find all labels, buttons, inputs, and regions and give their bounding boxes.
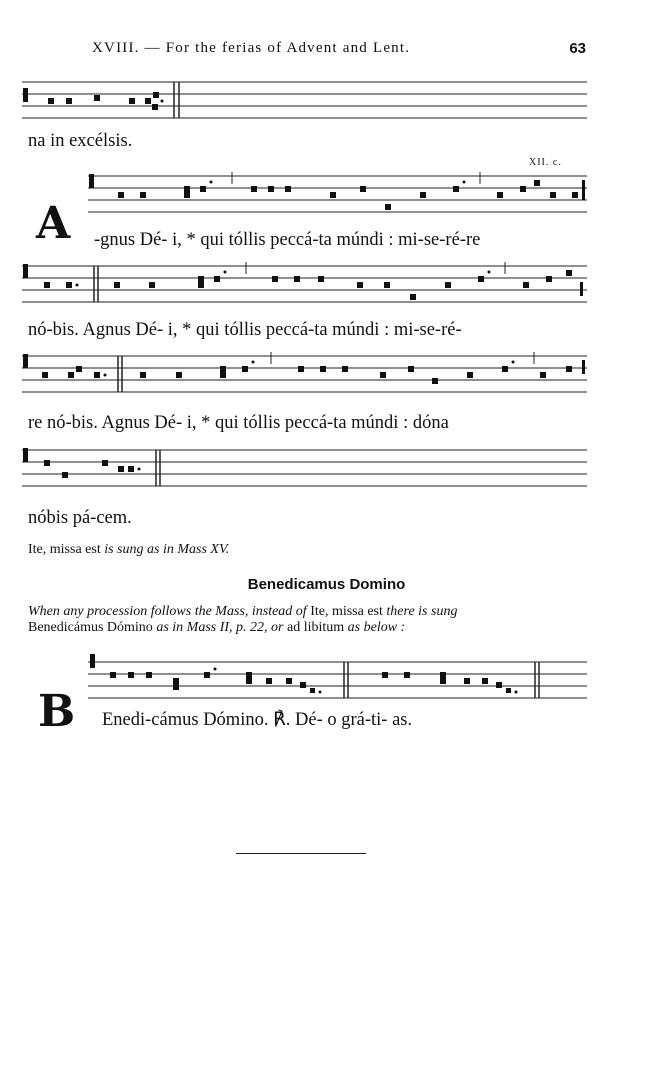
staff-5 [22, 446, 587, 492]
staff-6 [88, 652, 587, 702]
page-number: 63 [569, 40, 586, 57]
neume [152, 104, 158, 110]
instr-part-5: as in Mass II, p. 22, or [152, 620, 287, 635]
lyrics-line-4: re nó-bis. Agnus Dé- i, * qui tóllis peccá-ta múndi : dóna [28, 413, 449, 433]
end-rule [236, 853, 366, 854]
instr-part-3: there is sung [382, 604, 458, 619]
lyrics-line-3: nó-bis. Agnus Dé- i, * qui tóllis peccá-ta múndi : mi-se-ré- [28, 320, 462, 340]
mode-indicator: XII. c. [529, 157, 562, 168]
drop-cap-a: A [36, 198, 71, 249]
instruction-text [28, 604, 588, 636]
instr-part-4: Benedicámus Dómino [28, 620, 153, 635]
ite-rubric [28, 542, 229, 558]
neume [66, 98, 72, 104]
instr-part-7: as below : [344, 620, 406, 635]
neume [129, 98, 135, 104]
ite-text: Ite, missa est [28, 542, 101, 557]
staff-2 [88, 172, 587, 218]
do-clef [23, 88, 28, 102]
staff-1-svg [22, 78, 587, 122]
running-header [92, 40, 592, 62]
staff-1 [22, 78, 587, 122]
staff-4 [22, 352, 587, 398]
header-title: XVIII. — For the ferias of Advent and Lent. [92, 40, 411, 56]
instr-part-1: When any procession follows the Mass, instead of [28, 604, 311, 619]
drop-cap-b: B [38, 686, 76, 737]
lyrics-line-5: nóbis pá-cem. [28, 508, 132, 528]
section-heading: Benedicamus Domino [247, 576, 406, 593]
neume [48, 98, 54, 104]
lyrics-benedicamus: Enedi-cámus Dómino. ℟. Dé- o grá-ti- as. [102, 710, 413, 730]
neume [153, 92, 159, 98]
neume [94, 95, 100, 101]
instr-part-6: ad libitum [286, 620, 345, 635]
ite-rest: is sung as in Mass XV. [100, 542, 230, 557]
lyrics-line-1: na in excélsis. [28, 131, 133, 151]
staff-3 [22, 262, 587, 308]
instr-part-2: Ite, missa est [310, 604, 383, 619]
do-clef [89, 174, 94, 188]
neume [145, 98, 151, 104]
lyrics-line-2: -gnus Dé- i, * qui tóllis peccá-ta múndi : mi-se-ré-re [94, 230, 481, 250]
